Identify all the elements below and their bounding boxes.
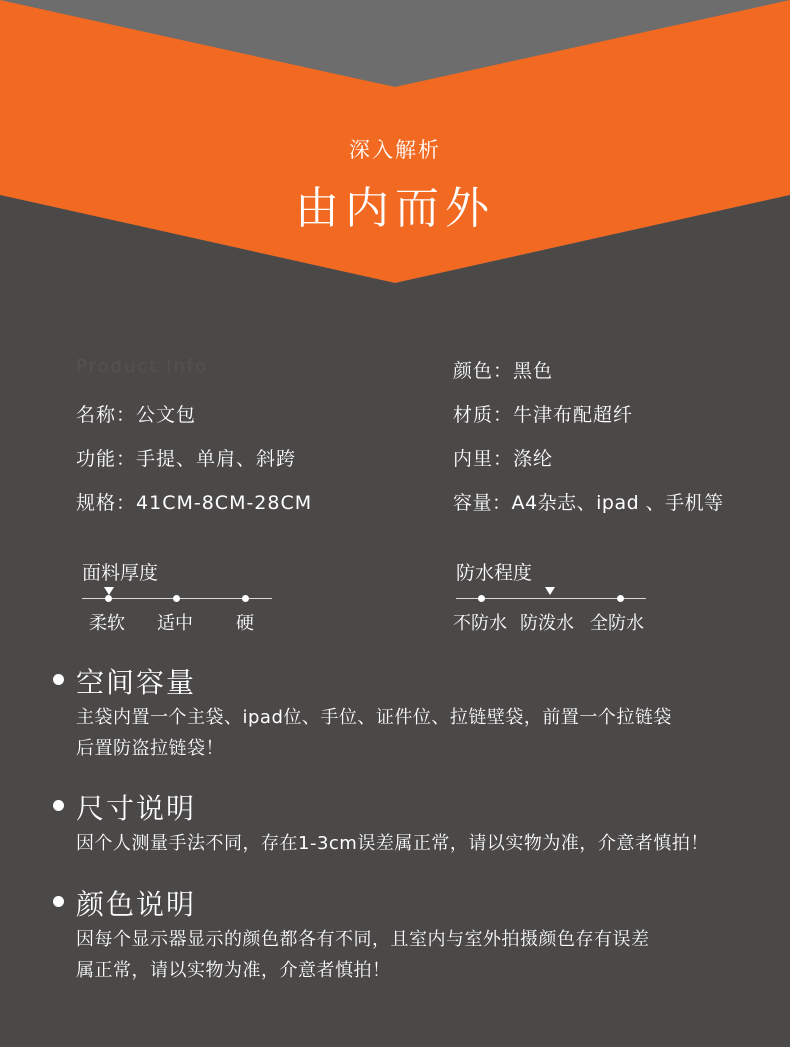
bullet-dot-icon: [53, 896, 64, 907]
bullet-dot-icon: [53, 674, 64, 685]
spec-material: [453, 400, 633, 427]
banner-title: 由内而外: [295, 183, 495, 234]
spec-color-value: 黑色: [513, 360, 554, 382]
section-size-title: 尺寸说明: [76, 792, 197, 825]
section-capacity-title: 空间容量: [76, 666, 197, 699]
section-capacity-body: [76, 702, 766, 764]
spec-material-label: 材质：: [453, 404, 514, 426]
waterproof-selected-marker-icon: [545, 587, 555, 595]
waterproof-option-full: 全防水: [590, 613, 644, 634]
waterproof-scale-title: 防水程度: [456, 562, 533, 584]
thickness-scale-title: 面料厚度: [82, 562, 159, 584]
spec-capacity-label: 容量：: [453, 492, 512, 514]
spec-lining-label: 内里：: [453, 448, 514, 470]
spec-name: [76, 400, 196, 427]
section-capacity-line: 主袋内置一个主袋、ipad位、手位、证件位、拉链壁袋，前置一个拉链袋: [76, 707, 672, 728]
section-color-line: 属正常，请以实物为准，介意者慎拍！: [76, 960, 391, 981]
spec-name-label: 名称：: [76, 404, 137, 426]
spec-function-label: 功能：: [76, 448, 137, 470]
spec-capacity-value: A4杂志、ipad 、手机等: [511, 492, 724, 514]
waterproof-option-none: 不防水: [453, 613, 507, 634]
section-color-line: 因每个显示器显示的颜色都各有不同，且室内与室外拍摄颜色存有误差: [76, 929, 650, 950]
section-capacity-line: 后置防盗拉链袋！: [76, 738, 224, 759]
thickness-option-medium: 适中: [157, 613, 193, 634]
bullet-dot-icon: [53, 800, 64, 811]
thickness-selected-marker-icon: [104, 587, 114, 595]
section-size-body: [76, 828, 766, 859]
section-color-body: [76, 924, 766, 986]
section-size-line: 因个人测量手法不同，存在1-3cm误差属正常，请以实物为准，介意者慎拍！: [76, 833, 709, 854]
spec-name-value: 公文包: [136, 404, 197, 426]
spec-lining-value: 涤纶: [513, 448, 554, 470]
section-color-title: 颜色说明: [76, 888, 197, 921]
thickness-option-hard: 硬: [236, 613, 254, 634]
faint-watermark-text: Product Info: [76, 356, 209, 377]
waterproof-option-splash: 防泼水: [520, 613, 574, 634]
waterproof-dot-full: [617, 595, 624, 602]
thickness-dot-hard: [242, 595, 249, 602]
spec-size: [76, 488, 312, 515]
spec-lining: [453, 444, 553, 471]
thickness-dot-medium: [173, 595, 180, 602]
spec-size-label: 规格：: [76, 492, 137, 514]
thickness-option-soft: 柔软: [89, 613, 125, 634]
banner-subtitle: 深入解析: [349, 138, 441, 162]
waterproof-dot-none: [478, 595, 485, 602]
spec-capacity: [453, 488, 724, 515]
spec-size-value: 41CM-8CM-28CM: [136, 492, 313, 514]
spec-function-value: 手提、单肩、斜跨: [136, 448, 297, 470]
spec-function: [76, 444, 296, 471]
spec-color: [453, 356, 553, 383]
spec-material-value: 牛津布配超纤: [513, 404, 634, 426]
thickness-dot-soft: [105, 595, 112, 602]
spec-color-label: 颜色：: [453, 360, 514, 382]
